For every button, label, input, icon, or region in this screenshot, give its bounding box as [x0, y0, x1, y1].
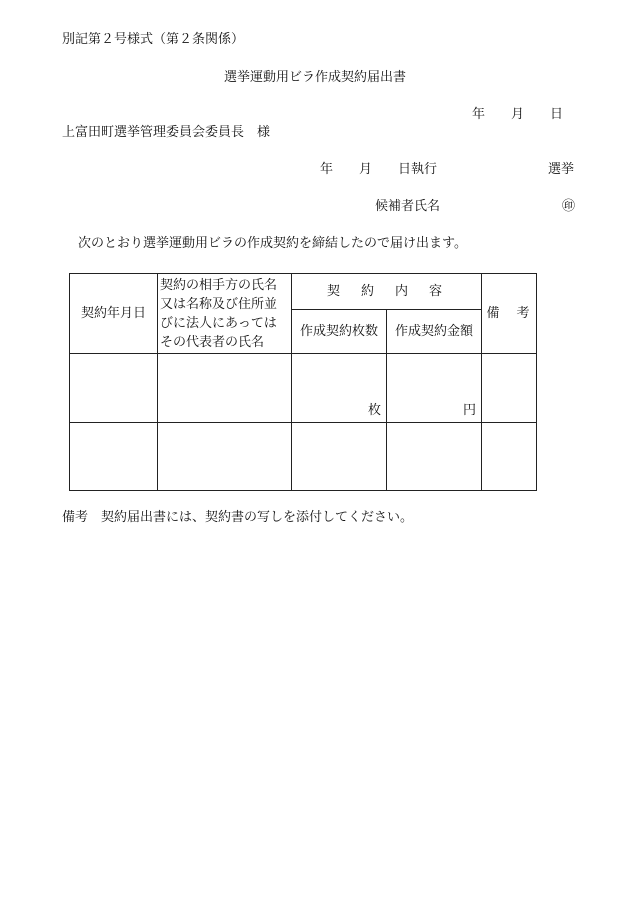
cell-sheet-count: 枚 [292, 354, 387, 423]
table-row [70, 423, 537, 491]
cell-remarks [482, 354, 537, 423]
header-counterparty-line: その代表者の氏名 [160, 334, 265, 350]
header-sheet-count: 作成契約枚数 [292, 310, 387, 354]
cell-counterparty [158, 423, 292, 491]
candidate-name-label: 候補者氏名 [375, 199, 441, 214]
header-counterparty-line: 契約の相手方の氏名 [160, 277, 278, 293]
header-remarks: 備 考 [482, 274, 537, 354]
header-amount: 作成契約金額 [387, 310, 482, 354]
header-counterparty-line: 又は名称及び住所並 [160, 296, 278, 312]
document-title: 選挙運動用ビラ作成契約届出書 [223, 70, 406, 85]
addressee: 上富田町選挙管理委員会委員長 様 [62, 125, 271, 140]
cell-sheet-count [292, 423, 387, 491]
election-suffix: 選挙 [548, 162, 575, 177]
seal-mark: ㊞ [562, 199, 576, 214]
table-row [70, 354, 537, 423]
cell-remarks [482, 423, 537, 491]
election-date: 年 月 日執行 [320, 162, 438, 177]
header-contract-date: 契約年月日 [70, 274, 158, 354]
cell-amount: 円 [387, 354, 482, 423]
form-reference: 別記第２号様式（第２条関係） [62, 32, 245, 47]
cell-contract-date [70, 354, 158, 423]
cell-amount [387, 423, 482, 491]
header-counterparty [158, 274, 292, 354]
header-counterparty-line: びに法人にあっては [160, 315, 277, 331]
cell-contract-date [70, 423, 158, 491]
statement-text: 次のとおり選挙運動用ビラの作成契約を締結したので届け出ます。 [78, 236, 467, 251]
submission-date: 年 月 日 [472, 107, 564, 122]
header-contract-details: 契 約 内 容 [292, 274, 482, 310]
cell-counterparty [158, 354, 292, 423]
table-header-row [70, 274, 537, 310]
remarks-note: 備考 契約届出書には、契約書の写しを添付してください。 [62, 510, 414, 525]
contract-table [69, 273, 537, 491]
